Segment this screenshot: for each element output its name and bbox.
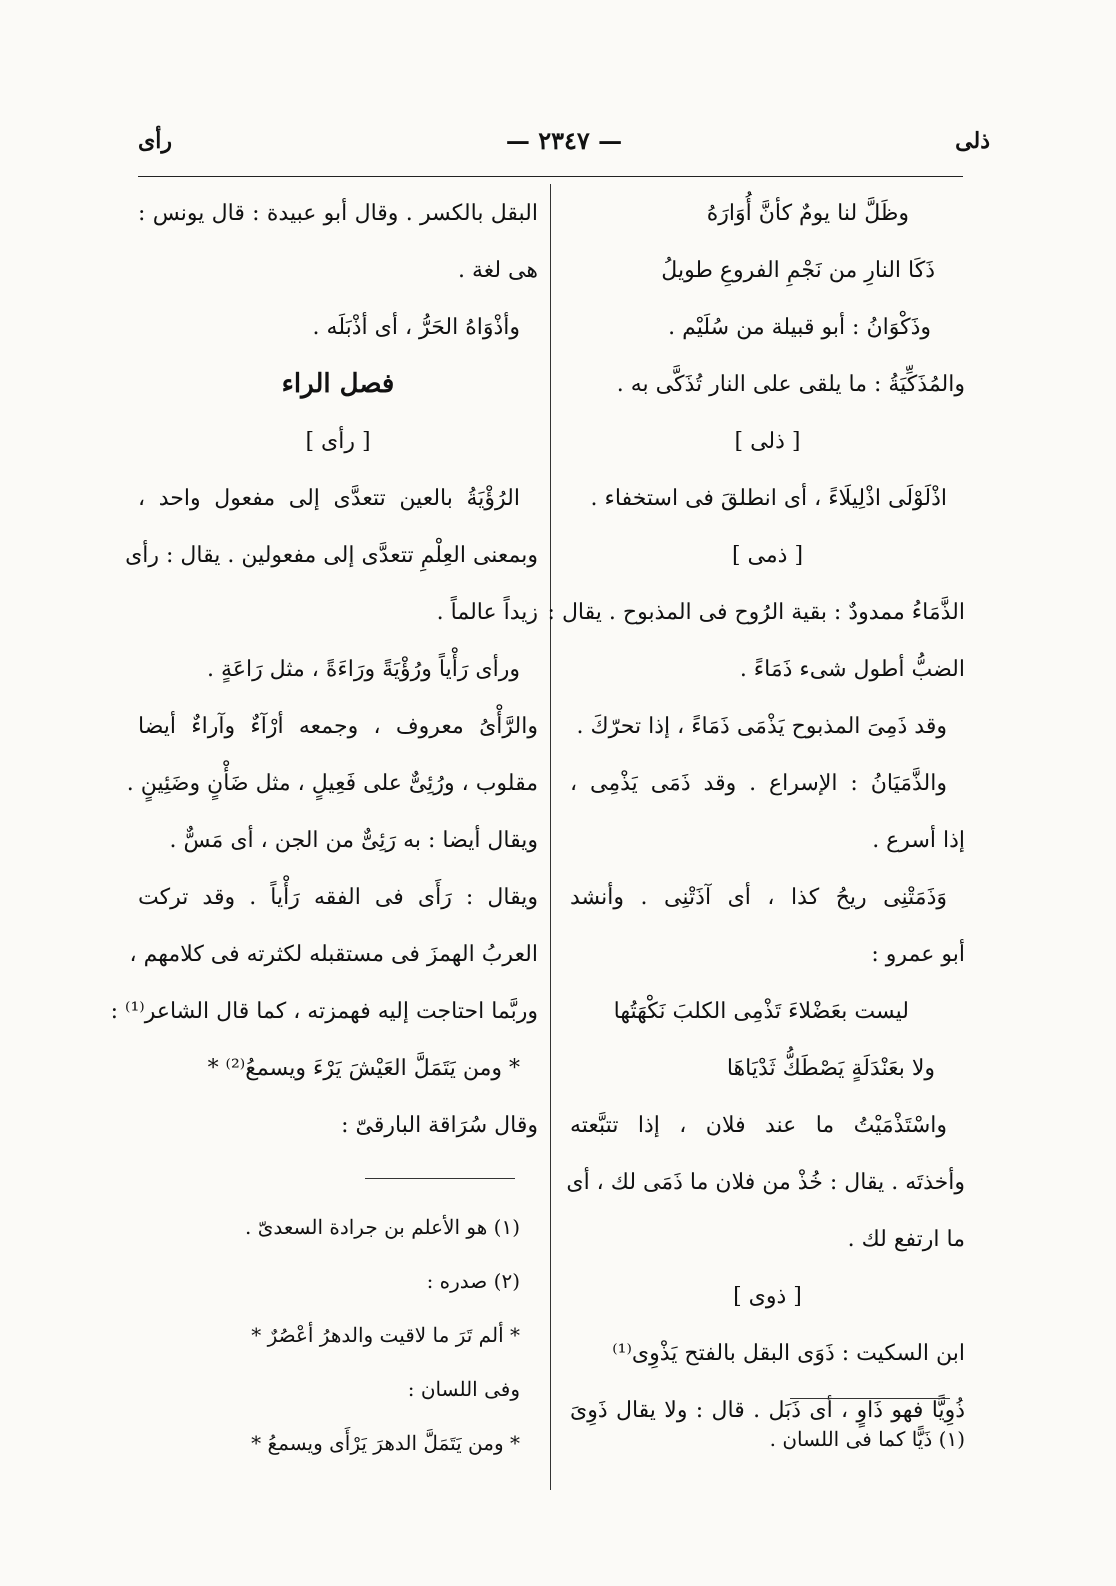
text-line: والذَّمَيَانُ : الإسراع . وقد ذَمَى يَذْمِى ،	[570, 771, 947, 796]
footnotes-left	[150, 1200, 520, 1470]
section-heading: فصل الراء	[281, 369, 395, 399]
text-line: ما ارتفع لك .	[847, 1227, 965, 1252]
text-line: مقلوب ، ورُئِىٌّ على فَعِيلٍ ، مثل ضَأْنٍ وضَئِينٍ .	[126, 771, 538, 796]
text-line: وأذْوَاهُ الحَرُّ ، أى أذْبَلَه .	[312, 315, 520, 340]
header-left-word: رأى	[138, 128, 172, 154]
entry-heading: [ ذوى ]	[733, 1284, 802, 1309]
text-line: وَذَمَتْنِى ريحُ كذا ، أى آذَتْنِى . وأنشد	[570, 885, 947, 910]
footnote: (١) هو الأعلم بن جرادة السعدىّ .	[245, 1215, 520, 1239]
text-line: أبو عمرو :	[871, 942, 965, 967]
text-line: الضبُّ أطول شىء ذَمَاءً .	[739, 657, 965, 682]
page-number: — ٢٣٤٧ —	[505, 126, 623, 155]
text-line: زيداً عالماً .	[436, 600, 538, 625]
footnote: * ومن يَتَمَلَّ الدهرَ يَرْأَى ويسمعُ *	[251, 1431, 520, 1455]
header-rule	[138, 176, 963, 177]
verse-line: ذَكَا النارِ من نَجْمِ الفروعِ طويلُ	[661, 258, 935, 283]
text-line: ويقال أيضا : به رَئِىٌّ من الجن ، أى مَسٌّ .	[169, 828, 538, 853]
text-line: ورأى رَأْياً ورُؤْيَةً ورَاءَةً ، مثل رَاعَةٍ .	[207, 657, 520, 682]
text-line: ذُوِيًّا فهو ذَاوٍ ، أى ذَبَل . قال : ولا يقال ذَوِىَ	[570, 1398, 965, 1423]
text-line: والرَّأْىُ معروف ، وجمعه أرْآءٌ وآراءٌ أيضا	[138, 714, 538, 739]
text-line: البقل بالكسر . وقال أبو عبيدة : قال يونس :	[138, 201, 538, 226]
text-line: العربُ الهمزَ فى مستقبله لكثرته فى كلامهم ،	[129, 942, 538, 967]
text-line: ابن السكيت : ذَوَى البقل بالفتح يَذْوِى⁽¹⁾	[612, 1341, 965, 1366]
footnote-rule	[790, 1398, 950, 1399]
text-line: واسْتَذْمَيْتُ ما عند فلان ، إذا تتبَّعته	[570, 1113, 947, 1138]
header-right-word: ذلى	[955, 128, 990, 154]
footnote: (١) ذَيًّا كما فى اللسان .	[769, 1427, 965, 1451]
text-line: وقال سُرَاقة البارقىّ :	[341, 1113, 538, 1138]
verse-line: وظَلَّ لنا يومٌ كأنَّ أُوَارَهُ	[706, 201, 909, 226]
text-line: ويقال : رَأَى فى الفقه رَأْياً . وقد تركت	[138, 885, 538, 910]
text-line: وأخذتَه . يقال : خُذْ من فلان ما ذَمَى لك ، أى	[566, 1170, 965, 1195]
footnote-rule	[365, 1178, 515, 1179]
verse-line: ولا بعَنْدَلَةٍ يَصْطَكُّ ثَدْيَاهَا	[726, 1056, 935, 1081]
column-divider	[550, 184, 551, 1490]
text-line: وربَّما احتاجت إليه فهمزته ، كما قال الشاعر⁽¹⁾ :	[110, 999, 538, 1024]
text-line: اذْلَوْلَى اذْلِيلَاءً ، أى انطلقَ فى استخفاء .	[590, 486, 947, 511]
right-column	[547, 185, 965, 1439]
verse-line: * ومن يَتَمَلَّ العَيْشَ يَرْءَ ويسمعُ⁽²⁾ *	[207, 1056, 520, 1081]
verse-line: ليست بعَضْلاءَ تَذْمِى الكلبَ نَكْهَتُها	[613, 999, 909, 1024]
footnote: * ألم تَرَ ما لاقيت والدهرُ أعْصُرٌ *	[251, 1323, 520, 1347]
text-line: وقد ذَمِىَ المذبوح يَذْمَى ذَمَاءً ، إذا تحرّكَ .	[576, 714, 947, 739]
footnote: (٢) صدره :	[426, 1269, 520, 1293]
text-line: الذَّمَاءُ ممدودٌ : بقية الرُوح فى المذبوح . يقال :	[547, 600, 965, 625]
text-line: هى لغة .	[457, 258, 538, 283]
entry-heading: [ ذلى ]	[734, 429, 801, 454]
text-line: الرُؤْيَةُ بالعين تتعدَّى إلى مفعول واحد ،	[138, 486, 520, 511]
entry-heading: [ رأى ]	[305, 429, 371, 454]
page-header	[138, 118, 990, 174]
footnotes-right	[600, 1412, 965, 1466]
text-line: وبمعنى العِلْمِ تتعدَّى إلى مفعولين . يقال : رأى	[125, 543, 538, 568]
left-column	[110, 185, 538, 1154]
footnote: وفى اللسان :	[407, 1377, 520, 1401]
text-line: إذا أسرع .	[872, 828, 965, 853]
text-line: وذَكْوَانُ : أبو قبيلة من سُلَيْم .	[668, 315, 931, 340]
entry-heading: [ ذمى ]	[731, 543, 804, 568]
text-line: والمُذَكِّيَةُ : ما يلقى على النار تُذَكَّى به .	[616, 372, 965, 397]
